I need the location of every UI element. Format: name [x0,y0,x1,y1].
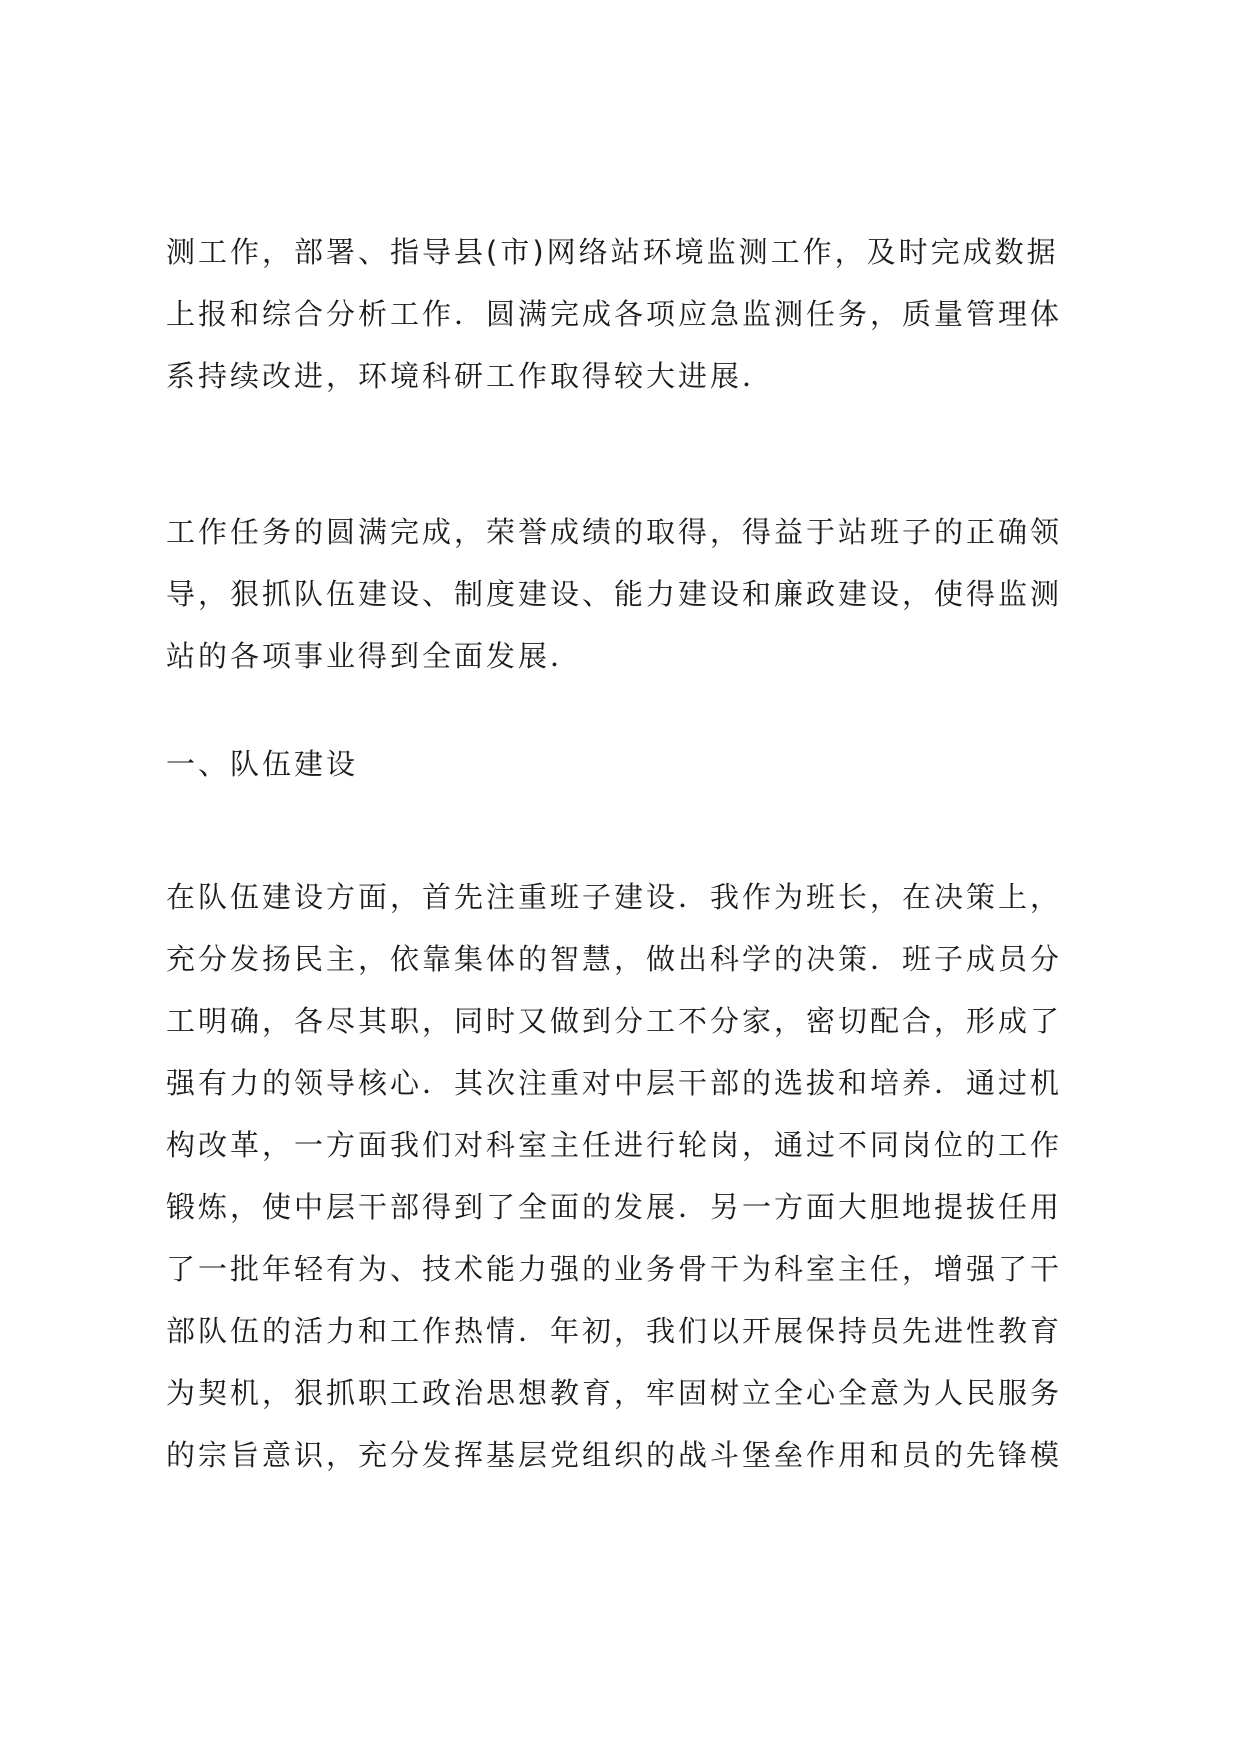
paragraph-line: 构改革，一方面我们对科室主任进行轮岗，通过不同岗位的工作 [166,1128,1063,1162]
paragraph-line: 工明确，各尽其职，同时又做到分工不分家，密切配合，形成了 [166,1004,1063,1038]
paragraph-achievements [166,501,1096,687]
paragraph-line: 在队伍建设方面，首先注重班子建设．我作为班长，在决策上， [166,880,1063,914]
paragraph-line: 测工作，部署、指导县(市)网络站环境监测工作，及时完成数据 [166,235,1059,269]
paragraph-line: 了一批年轻有为、技术能力强的业务骨干为科室主任，增强了干 [166,1252,1063,1286]
paragraph-line: 的宗旨意识，充分发挥基层党组织的战斗堡垒作用和员的先锋模 [166,1438,1063,1472]
paragraph-line: 工作任务的圆满完成，荣誉成绩的取得，得益于站班子的正确领 [166,515,1063,549]
section-heading-text: 一、队伍建设 [166,747,359,781]
paragraph-line: 部队伍的活力和工作热情．年初，我们以开展保持员先进性教育 [166,1314,1063,1348]
paragraph-team-building [166,866,1096,1486]
paragraph-line: 导，狠抓队伍建设、制度建设、能力建设和廉政建设，使得监测 [166,577,1063,611]
section-heading [166,733,1096,795]
paragraph-line: 充分发扬民主，依靠集体的智慧，做出科学的决策．班子成员分 [166,942,1063,976]
paragraph-line: 系持续改进，环境科研工作取得较大进展． [166,359,775,393]
paragraph-work-summary [166,221,1096,407]
paragraph-line: 上报和综合分析工作．圆满完成各项应急监测任务，质量管理体 [166,297,1063,331]
paragraph-line: 锻炼，使中层干部得到了全面的发展．另一方面大胆地提拔任用 [166,1190,1063,1224]
paragraph-line: 强有力的领导核心．其次注重对中层干部的选拔和培养．通过机 [166,1066,1063,1100]
paragraph-line: 站的各项事业得到全面发展． [166,639,583,673]
paragraph-line: 为契机，狠抓职工政治思想教育，牢固树立全心全意为人民服务 [166,1376,1063,1410]
